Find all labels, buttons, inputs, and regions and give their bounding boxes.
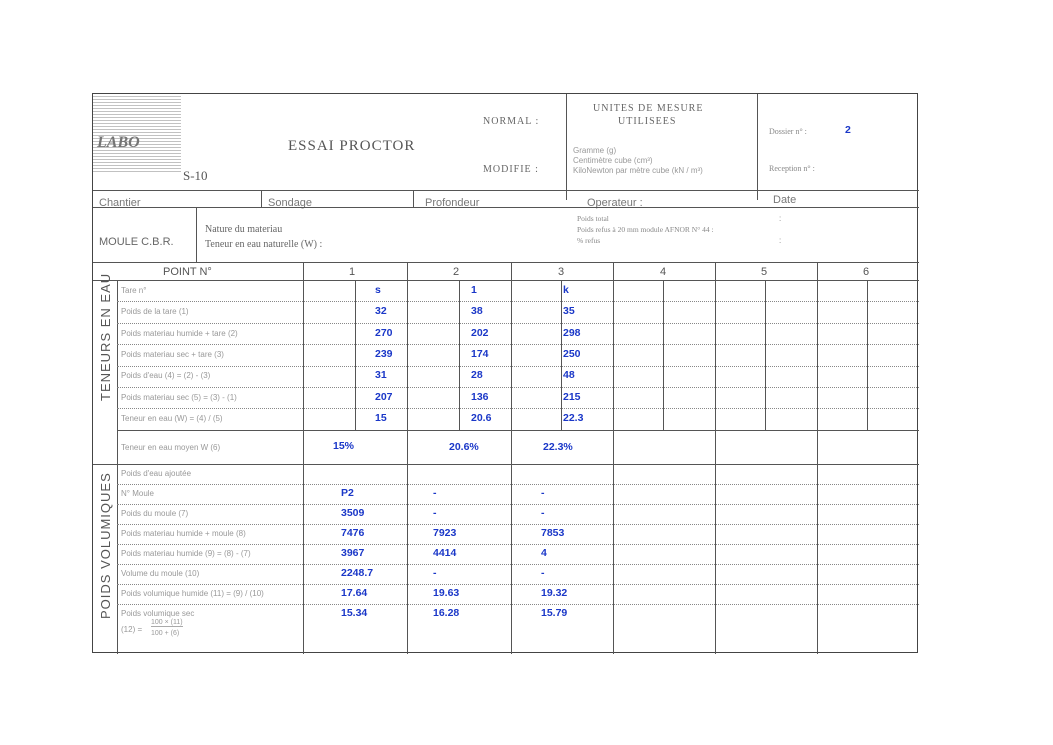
point-number-5: 5 bbox=[761, 266, 768, 278]
point-header: POINT N° bbox=[163, 266, 212, 278]
poids-refus-label: Poids refus à 20 mm module AFNOR N° 44 : bbox=[577, 225, 714, 234]
row-divider bbox=[117, 301, 919, 302]
teneur-naturelle-label: Teneur en eau naturelle (W) : bbox=[205, 239, 323, 250]
divider bbox=[93, 280, 919, 281]
formula-denominator: 100 + (6) bbox=[151, 630, 180, 637]
chantier-label: Chantier bbox=[99, 197, 141, 209]
point-number-4: 4 bbox=[660, 266, 667, 278]
cell-value: - bbox=[433, 487, 437, 499]
divider bbox=[93, 262, 919, 263]
cell-value: 215 bbox=[563, 390, 581, 403]
cell-value: 3967 bbox=[341, 547, 365, 559]
divider bbox=[566, 94, 567, 200]
divider bbox=[817, 262, 818, 654]
cell-value: s bbox=[375, 283, 381, 296]
row-label: Poids materiau humide + tare (2) bbox=[121, 328, 238, 338]
pct-refus-colon: : bbox=[779, 236, 782, 245]
cell-value: 174 bbox=[471, 347, 489, 360]
teneur-moyen-value-1: 15% bbox=[333, 440, 355, 452]
cell-value: 16.28 bbox=[433, 607, 460, 619]
row-label: Poids materiau humide + moule (8) bbox=[121, 529, 246, 538]
cell-value: 35 bbox=[563, 305, 575, 318]
divider bbox=[93, 190, 919, 191]
row-label: Poids de la tare (1) bbox=[121, 307, 189, 317]
cell-value: - bbox=[433, 567, 437, 579]
cell-value: 4414 bbox=[433, 547, 457, 559]
row-label: Tare n° bbox=[121, 285, 147, 295]
row-divider bbox=[117, 564, 919, 565]
cell-value: 250 bbox=[563, 347, 581, 360]
row-divider bbox=[117, 408, 919, 409]
cell-value: 31 bbox=[375, 369, 387, 382]
logo-icon: LABO bbox=[97, 134, 140, 151]
divider bbox=[303, 262, 304, 654]
row-label: Poids materiau sec + tare (3) bbox=[121, 349, 224, 359]
cell-value: 239 bbox=[375, 347, 393, 360]
cell-value: 136 bbox=[471, 390, 489, 403]
sondage-label: Sondage bbox=[268, 197, 313, 209]
divider bbox=[196, 207, 197, 262]
row-label: Poids materiau humide (9) = (8) - (7) bbox=[121, 549, 251, 558]
row-divider bbox=[117, 524, 919, 525]
point-number-3: 3 bbox=[558, 266, 565, 278]
row-label: Poids du moule (7) bbox=[121, 509, 189, 518]
cell-value: - bbox=[541, 487, 545, 499]
cell-value: 38 bbox=[471, 305, 483, 318]
cell-value: 298 bbox=[563, 326, 581, 339]
cell-value: 32 bbox=[375, 305, 387, 318]
date-label: Date bbox=[773, 194, 797, 206]
divider bbox=[93, 207, 919, 208]
teneur-moyen-value-2: 20.6% bbox=[449, 441, 479, 453]
row-divider bbox=[117, 323, 919, 324]
divider bbox=[511, 262, 512, 654]
modifie-label: MODIFIE : bbox=[483, 164, 539, 175]
lab-logo bbox=[93, 94, 181, 172]
cell-value: 2248.7 bbox=[341, 567, 374, 579]
unit-cm3: Centimètre cube (cm³) bbox=[573, 156, 653, 165]
cell-value: k bbox=[563, 283, 569, 296]
divider bbox=[613, 262, 614, 654]
row-label: Poids d'eau (4) = (2) - (3) bbox=[121, 371, 211, 381]
dossier-value: 2 bbox=[845, 124, 851, 136]
formula-prefix: (12) = bbox=[121, 625, 143, 634]
dossier-label: Dossier n° : bbox=[769, 127, 807, 136]
point-number-6: 6 bbox=[863, 266, 870, 278]
cell-value: - bbox=[541, 567, 545, 579]
cell-value: 4 bbox=[541, 547, 547, 559]
proctor-form-sheet bbox=[92, 93, 918, 653]
unit-gramme: Gramme (g) bbox=[573, 146, 617, 155]
cell-value: 202 bbox=[471, 326, 489, 339]
row-label: Teneur en eau (W) = (4) / (5) bbox=[121, 414, 223, 424]
row-divider bbox=[117, 484, 919, 485]
unit-kn: KiloNewton par mètre cube (kN / m³) bbox=[573, 166, 703, 175]
row-label: N° Moule bbox=[121, 489, 154, 498]
row-label: Poids volumique sec bbox=[121, 609, 195, 618]
cell-value: 7923 bbox=[433, 527, 457, 539]
divider bbox=[93, 464, 919, 465]
operateur-label: Operateur : bbox=[587, 197, 643, 209]
pct-refus-label: % refus bbox=[577, 236, 601, 245]
row-label: Poids materiau sec (5) = (3) - (1) bbox=[121, 392, 237, 402]
poids-total-colon: : bbox=[779, 214, 782, 223]
cell-value: 7853 bbox=[541, 527, 565, 539]
point-number-1: 1 bbox=[349, 266, 356, 278]
form-code: S-10 bbox=[183, 168, 208, 183]
row-divider bbox=[117, 344, 919, 345]
cell-value: 15.34 bbox=[341, 607, 368, 619]
reception-label: Reception n° : bbox=[769, 164, 815, 173]
divider bbox=[117, 280, 118, 654]
row-divider bbox=[117, 584, 919, 585]
nature-label: Nature du materiau bbox=[205, 224, 283, 235]
cell-value: - bbox=[541, 507, 545, 519]
row-divider bbox=[117, 604, 919, 605]
divider bbox=[715, 262, 716, 654]
cell-value: 22.3 bbox=[563, 412, 584, 425]
units-title-1: UNITES DE MESURE bbox=[593, 103, 704, 114]
divider bbox=[757, 94, 758, 200]
row-divider bbox=[117, 504, 919, 505]
moule-label: MOULE C.B.R. bbox=[99, 236, 174, 248]
row-label: Poids d'eau ajoutée bbox=[121, 469, 192, 478]
teneurs-section-label: TENEURS EN EAU bbox=[98, 272, 113, 401]
teneur-moyen-value-3: 22.3% bbox=[543, 441, 573, 453]
cell-value: 270 bbox=[375, 326, 393, 339]
cell-value: 20.6 bbox=[471, 412, 492, 425]
cell-value: 1 bbox=[471, 283, 477, 296]
divider bbox=[261, 190, 262, 207]
normal-label: NORMAL : bbox=[483, 116, 540, 127]
form-title: ESSAI PROCTOR bbox=[288, 138, 416, 154]
row-divider bbox=[117, 387, 919, 388]
row-divider bbox=[117, 544, 919, 545]
poids-section-label: POIDS VOLUMIQUES bbox=[98, 472, 113, 619]
formula-numerator: 100 × (11) bbox=[151, 619, 183, 626]
cell-value: 19.32 bbox=[541, 587, 568, 599]
divider bbox=[407, 262, 408, 654]
poids-total-label: Poids total bbox=[577, 214, 609, 223]
cell-value: 15.79 bbox=[541, 607, 568, 619]
cell-value: 207 bbox=[375, 390, 393, 403]
cell-value: 15 bbox=[375, 412, 387, 425]
cell-value: - bbox=[433, 507, 437, 519]
row-label: Poids volumique humide (11) = (9) / (10) bbox=[121, 589, 264, 598]
point-number-2: 2 bbox=[453, 266, 460, 278]
cell-value: 19.63 bbox=[433, 587, 460, 599]
divider bbox=[117, 430, 919, 431]
cell-value: 17.64 bbox=[341, 587, 368, 599]
cell-value: 48 bbox=[563, 369, 575, 382]
cell-value: 28 bbox=[471, 369, 483, 382]
cell-value: 3509 bbox=[341, 507, 365, 519]
row-label: Volume du moule (10) bbox=[121, 569, 200, 578]
row-divider bbox=[117, 366, 919, 367]
cell-value: P2 bbox=[341, 487, 354, 499]
cell-value: 7476 bbox=[341, 527, 365, 539]
units-title-2: UTILISEES bbox=[618, 116, 677, 127]
profondeur-label: Profondeur bbox=[425, 197, 480, 209]
divider bbox=[413, 190, 414, 207]
teneur-moyen-label: Teneur en eau moyen W (6) bbox=[121, 443, 221, 452]
